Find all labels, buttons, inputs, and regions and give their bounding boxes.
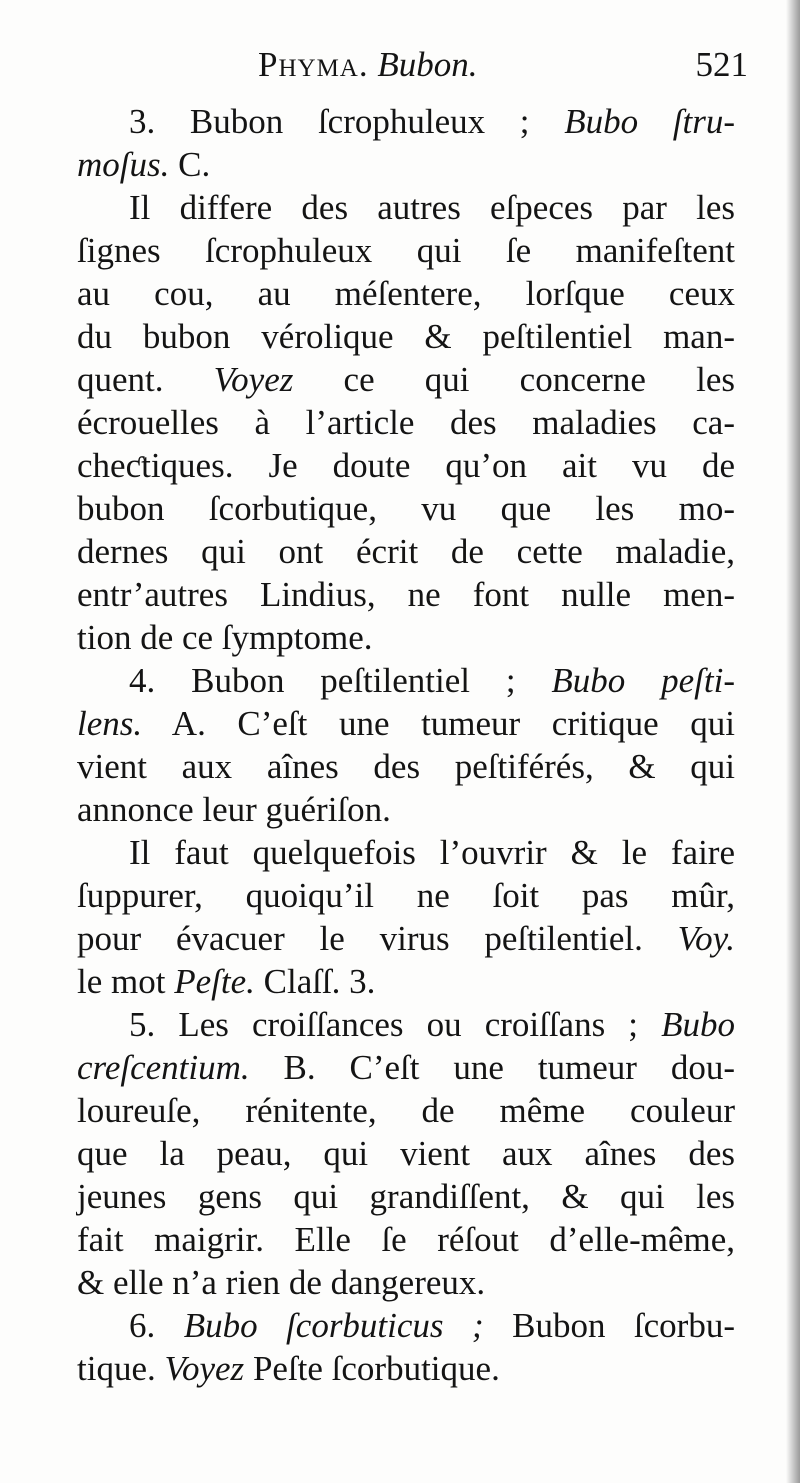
text-run: écrouelles à l’article des maladies ca- (77, 403, 735, 442)
text-line (77, 573, 735, 616)
text-line (77, 358, 735, 401)
text-run: cheƈtiques. Je doute qu’on ait vu de (77, 446, 735, 485)
text-run: 6. (129, 1306, 184, 1345)
page-header (258, 40, 748, 90)
text-line (77, 1261, 735, 1304)
paragraph (77, 659, 735, 831)
page-number: 521 (695, 45, 748, 84)
running-title-topic: Bubon. (377, 45, 478, 84)
italic-text: Bubo (661, 1005, 735, 1044)
text-line (77, 831, 735, 874)
text-run: ce qui concerne les (293, 360, 735, 399)
text-line (77, 272, 735, 315)
text-run: dernes qui ont écrit de cette maladie, (77, 532, 735, 571)
running-title-section: Phyma. (258, 45, 369, 84)
text-run: B. C’eſt une tumeur dou- (249, 1048, 735, 1087)
italic-text: Bubo ſtru- (564, 102, 736, 141)
text-run: le mot (77, 962, 175, 1001)
text-run: annonce leur guériſon. (77, 790, 391, 829)
page-body (77, 100, 735, 1390)
text-run: ſignes ſcrophuleux qui ſe manifeſtent (77, 231, 735, 270)
running-title (258, 40, 478, 90)
text-line (77, 702, 735, 745)
paragraph (77, 186, 735, 659)
text-line (77, 229, 735, 272)
text-line (77, 874, 735, 917)
page-edge-shadow (786, 0, 800, 1483)
text-line (77, 1347, 735, 1390)
paragraph (77, 100, 735, 186)
italic-text: Bubo ſcorbuticus ; (183, 1306, 484, 1345)
text-line (77, 315, 735, 358)
text-line (77, 1089, 735, 1132)
text-run: loureuſe, rénitente, de même couleur (77, 1091, 735, 1130)
text-line (77, 659, 735, 702)
text-run: bubon ſcorbutique, vu que les mo- (77, 489, 735, 528)
italic-text: Voyez (164, 1349, 245, 1388)
text-line (77, 487, 735, 530)
text-run: au cou, au méſentere, lorſque ceux (77, 274, 735, 313)
text-run: vient aux aînes des peſtiférés, & qui (77, 747, 735, 786)
italic-text: Voy. (677, 919, 735, 958)
text-run: tique. (77, 1349, 165, 1388)
text-run: Il faut quelquefois l’ouvrir & le faire (129, 833, 735, 872)
text-run: Claſſ. 3. (254, 962, 376, 1001)
text-line (77, 100, 735, 143)
text-run: du bubon vérolique & peſtilentiel man- (77, 317, 735, 356)
text-line (77, 1218, 735, 1261)
text-line (77, 186, 735, 229)
text-line (77, 444, 735, 487)
text-line (77, 1175, 735, 1218)
text-run: C. (169, 145, 211, 184)
text-run: Il differe des autres eſpeces par les (129, 188, 735, 227)
text-line (77, 616, 735, 659)
text-line (77, 1046, 735, 1089)
italic-text: Bubo peſti- (551, 661, 735, 700)
paragraph (77, 1003, 735, 1304)
text-run: Bubon ſcorbu- (483, 1306, 735, 1345)
text-line (77, 1132, 735, 1175)
text-run: entr’autres Lindius, ne font nulle men- (77, 575, 735, 614)
text-line (77, 401, 735, 444)
text-run: ſuppurer, quoiqu’il ne ſoit pas mûr, (77, 876, 735, 915)
text-line (77, 1003, 735, 1046)
text-line (77, 530, 735, 573)
paragraph (77, 831, 735, 1003)
italic-text: Voyez (213, 360, 294, 399)
text-line (77, 960, 735, 1003)
text-line (77, 788, 735, 831)
italic-text: creſcentium. (77, 1048, 250, 1087)
italic-text: lens. (77, 704, 143, 743)
text-run: 5. Les croiſſances ou croiſſans ; (129, 1005, 662, 1044)
italic-text: Peſte. (174, 962, 255, 1001)
text-run: A. C’eſt une tumeur critique qui (142, 704, 735, 743)
text-run: quent. (77, 360, 214, 399)
text-run: que la peau, qui vient aux aînes des (77, 1134, 735, 1173)
text-line (77, 1304, 735, 1347)
text-run: 4. Bubon peſtilentiel ; (129, 661, 552, 700)
text-run: jeunes gens qui grandiſſent, & qui les (77, 1177, 735, 1216)
text-run: & elle n’a rien de dangereux. (77, 1263, 486, 1302)
text-run: fait maigrir. Elle ſe réſout d’elle-même, (77, 1220, 735, 1259)
text-line (77, 143, 735, 186)
text-run: 3. Bubon ſcrophuleux ; (129, 102, 565, 141)
text-run: tion de ce ſymptome. (77, 618, 373, 657)
text-run: pour évacuer le virus peſtilentiel. (77, 919, 678, 958)
text-line (77, 917, 735, 960)
text-run: Peſte ſcorbutique. (244, 1349, 500, 1388)
paragraph (77, 1304, 735, 1390)
italic-text: moſus. (77, 145, 170, 184)
text-line (77, 745, 735, 788)
